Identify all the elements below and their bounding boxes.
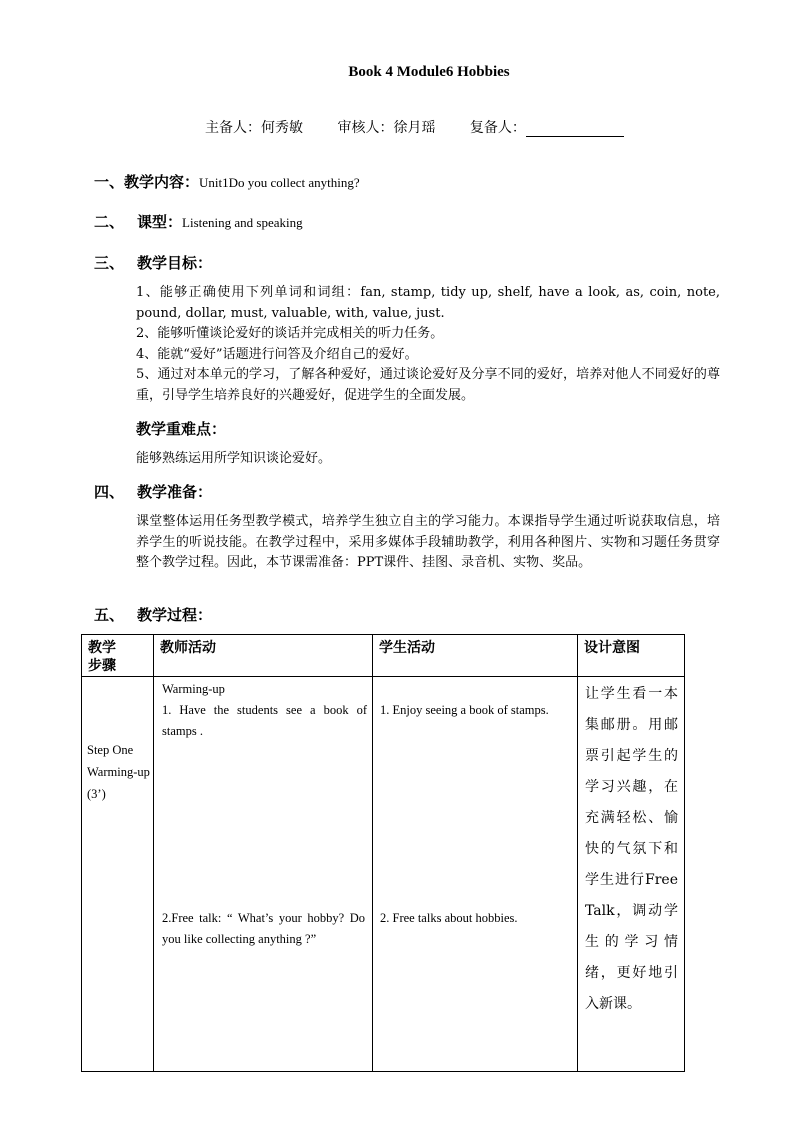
section-4-label: 教学准备：: [137, 483, 213, 501]
page-title: Book 4 Module6 Hobbies: [348, 64, 510, 80]
key-point-heading: 教学重难点：: [136, 420, 227, 438]
student-item-1: 1. Enjoy seeing a book of stamps.: [380, 703, 549, 717]
objective-item: 5、通过对本单元的学习，了解各种爱好，通过谈论爱好及分享不同的爱好，培养对他人不同爱好的尊重，引导学生培养良好的兴趣爱好，促进学生的全面发展。: [136, 367, 720, 403]
design-intent-text: 让学生看一本集邮册。用邮票引起学生的学习兴趣，在充满轻松、愉快的气氛下和学生进行Free Talk，调动学生的学习情绪，更好地引入新课。: [585, 686, 678, 1012]
section-5-num: 五、: [94, 606, 125, 624]
teacher-heading: Warming-up: [162, 682, 225, 696]
teacher-item-2: 2.Free talk: “ What’s your hobby? Do you like collecting anything ?”: [162, 911, 365, 946]
staff-line: [205, 117, 654, 137]
teacher-item-1: 1. Have the students see a book of stamps .: [162, 703, 367, 738]
section-1-label: 一、教学内容：: [94, 173, 200, 191]
section-3: [94, 252, 212, 273]
student-item-2: 2. Free talks about hobbies.: [380, 911, 518, 925]
header-teacher: 教师活动: [154, 635, 373, 677]
header-student: 学生活动: [373, 635, 578, 677]
student-cell: [373, 677, 578, 1072]
objective-item: 1、能够正确使用下列单词和词组：fan, stamp, tidy up, shelf, have a look, as, coin, note, pound, dollar, must, valuable, with, value, just.: [136, 285, 720, 321]
section-1-value: Unit1Do you collect anything?: [199, 175, 360, 190]
header-step: 教学步骤: [82, 635, 154, 677]
section-2: [94, 211, 303, 232]
section-5: [94, 604, 212, 625]
section-4: [94, 481, 212, 502]
section-2-label: 课型：: [137, 213, 183, 231]
table-row: [82, 677, 685, 1072]
header-design: 设计意图: [578, 635, 685, 677]
section-3-label: 教学目标：: [137, 254, 213, 272]
section-1: [94, 171, 360, 192]
section-2-value: Listening and speaking: [182, 215, 303, 230]
table-header-row: [82, 635, 685, 677]
preparation-text: 课堂整体运用任务型教学模式，培养学生独立自主的学习能力。本课指导学生通过听说获取信息，培养学生的听说技能。在教学过程中，采用多媒体手段辅助教学，利用各种图片、实物和习题任务贯穿整个教学过程。因此，本节课需准备：PPT课件、挂图、录音机、实物、奖品。: [136, 514, 720, 570]
co-preparer: 复备人：: [470, 120, 654, 136]
section-5-label: 教学过程：: [137, 606, 213, 624]
section-2-num: 二、: [94, 213, 125, 231]
key-point-text: 能够熟练运用所学知识谈论爱好。: [136, 451, 332, 466]
reviewer: 审核人：徐月瑶: [337, 120, 436, 136]
co-preparer-blank: [526, 122, 624, 137]
lead-preparer: 主备人：何秀敏: [205, 120, 303, 136]
design-cell: [578, 677, 685, 1072]
objective-item: 2、能够听懂谈论爱好的谈话并完成相关的听力任务。: [136, 326, 444, 341]
objectives-list: [136, 283, 720, 406]
section-3-num: 三、: [94, 254, 125, 272]
step-cell: [82, 677, 154, 1072]
lesson-process-table: [81, 634, 685, 1072]
teacher-cell: [154, 677, 373, 1072]
section-4-num: 四、: [94, 483, 125, 501]
step-label: Step One Warming-up (3’): [87, 743, 150, 801]
objective-item: 4、能就“爱好”话题进行问答及介绍自己的爱好。: [136, 346, 418, 362]
